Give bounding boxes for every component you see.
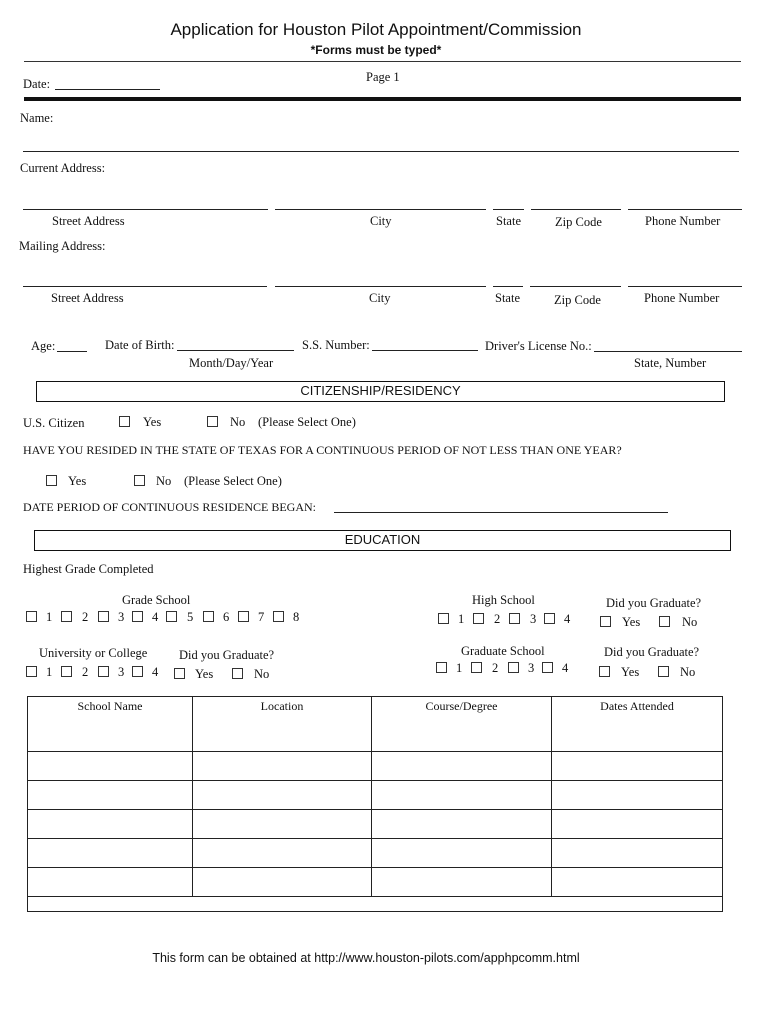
column-header-location: Location (193, 697, 372, 752)
grade-1-label: 1 (46, 610, 53, 624)
grade-1-checkbox[interactable] (26, 611, 37, 622)
mailing-zip-caption: Zip Code (554, 293, 601, 307)
us-citizen-yes-label: Yes (143, 415, 162, 429)
high-school-1-label: 1 (458, 612, 465, 626)
us-citizen-yes-checkbox[interactable] (119, 416, 130, 427)
mailing-state-caption: State (495, 291, 520, 305)
grade-3-checkbox[interactable] (98, 611, 109, 622)
age-field[interactable] (57, 351, 87, 352)
current-zip-field[interactable] (531, 209, 621, 210)
graduate-school-1-label: 1 (456, 661, 463, 675)
us-citizen-label: U.S. Citizen (23, 416, 85, 430)
us-citizen-hint: (Please Select One) (258, 415, 356, 429)
table-cell[interactable] (372, 810, 552, 839)
table-cell[interactable] (28, 781, 193, 810)
graduate-school-4-label: 4 (562, 661, 569, 675)
graduate-school-2-checkbox[interactable] (471, 662, 482, 673)
table-cell[interactable] (552, 868, 723, 897)
high-school-graduate-label: Did you Graduate? (606, 596, 702, 610)
graduate-school-graduate-no-checkbox[interactable] (658, 666, 669, 677)
table-cell[interactable] (552, 781, 723, 810)
grade-2-label: 2 (82, 610, 89, 624)
texas-no-label: No (156, 474, 172, 488)
table-cell[interactable] (28, 839, 193, 868)
mailing-zip-field[interactable] (530, 286, 621, 287)
high-school-2-label: 2 (494, 612, 501, 626)
current-phone-caption: Phone Number (645, 214, 721, 228)
university-4-label: 4 (152, 665, 159, 679)
graduate-school-label: Graduate School (461, 644, 545, 658)
mailing-phone-field[interactable] (628, 286, 742, 287)
education-heading: EDUCATION (34, 530, 731, 551)
university-label: University or College (39, 646, 148, 660)
current-state-field[interactable] (493, 209, 524, 210)
grade-6-checkbox[interactable] (203, 611, 214, 622)
high-school-graduate-yes-checkbox[interactable] (600, 616, 611, 627)
header-rule-thin (24, 61, 741, 62)
mailing-address-label: Mailing Address: (19, 239, 106, 253)
us-citizen-no-label: No (230, 415, 246, 429)
current-street-field[interactable] (23, 209, 268, 210)
form-title: Application for Houston Pilot Appointment/Commission (170, 20, 582, 39)
graduate-school-graduate-yes-checkbox[interactable] (599, 666, 610, 677)
mailing-city-field[interactable] (275, 286, 486, 287)
grade-2-checkbox[interactable] (61, 611, 72, 622)
high-school-3-label: 3 (530, 612, 537, 626)
footer-note: This form can be obtained at http://www.houston-pilots.com/apphpcomm.html (152, 951, 580, 965)
table-cell[interactable] (552, 810, 723, 839)
column-header-dates-attended: Dates Attended (552, 697, 723, 752)
residence-date-field[interactable] (334, 512, 668, 513)
university-1-checkbox[interactable] (26, 666, 37, 677)
high-school-graduate-yes-label: Yes (622, 615, 641, 629)
current-zip-caption: Zip Code (555, 215, 602, 229)
high-school-3-checkbox[interactable] (509, 613, 520, 624)
current-city-caption: City (370, 214, 392, 228)
university-graduate-yes-checkbox[interactable] (174, 668, 185, 679)
high-school-graduate-no-label: No (682, 615, 698, 629)
high-school-2-checkbox[interactable] (473, 613, 484, 624)
date-label: Date: (23, 77, 51, 91)
high-school-4-checkbox[interactable] (544, 613, 555, 624)
dl-field[interactable] (594, 351, 742, 352)
mailing-state-field[interactable] (493, 286, 523, 287)
name-field[interactable] (23, 151, 739, 152)
graduate-school-graduate-no-label: No (680, 665, 696, 679)
university-3-checkbox[interactable] (98, 666, 109, 677)
current-address-label: Current Address: (20, 161, 106, 175)
graduate-school-graduate-yes-label: Yes (621, 665, 640, 679)
current-street-caption: Street Address (52, 214, 125, 228)
education-table (27, 696, 723, 912)
table-cell[interactable] (372, 868, 552, 897)
age-label: Age: (31, 339, 56, 353)
graduate-school-4-checkbox[interactable] (542, 662, 553, 673)
table-row (28, 839, 723, 868)
grade-7-label: 7 (258, 610, 265, 624)
table-cell[interactable] (28, 752, 193, 781)
table-row (28, 752, 723, 781)
us-citizen-no-checkbox[interactable] (207, 416, 218, 427)
texas-residency-question: HAVE YOU RESIDED IN THE STATE OF TEXAS FOR A CONTINUOUS PERIOD OF NOT LESS THAN ONE YEAR? (23, 443, 622, 457)
table-cell[interactable] (372, 752, 552, 781)
grade-7-checkbox[interactable] (238, 611, 249, 622)
mailing-city-caption: City (369, 291, 391, 305)
table-cell (28, 897, 723, 912)
university-graduate-yes-label: Yes (195, 667, 214, 681)
table-cell[interactable] (28, 868, 193, 897)
texas-yes-label: Yes (68, 474, 87, 488)
table-cell[interactable] (193, 868, 372, 897)
university-graduate-no-checkbox[interactable] (232, 668, 243, 679)
dob-label: Date of Birth: (105, 338, 175, 352)
mailing-street-field[interactable] (23, 286, 267, 287)
high-school-4-label: 4 (564, 612, 571, 626)
dob-hint: Month/Day/Year (189, 356, 274, 370)
graduate-school-1-checkbox[interactable] (436, 662, 447, 673)
table-cell[interactable] (193, 752, 372, 781)
citizenship-heading: CITIZENSHIP/RESIDENCY (36, 381, 725, 402)
grade-4-label: 4 (152, 610, 159, 624)
ssn-field[interactable] (372, 350, 478, 351)
grade-4-checkbox[interactable] (132, 611, 143, 622)
grade-5-label: 5 (187, 610, 194, 624)
header-rule-thick (24, 97, 741, 101)
current-phone-field[interactable] (628, 209, 742, 210)
current-city-field[interactable] (275, 209, 486, 210)
column-header-course-degree: Course/Degree (372, 697, 552, 752)
university-2-checkbox[interactable] (61, 666, 72, 677)
graduate-school-2-label: 2 (492, 661, 499, 675)
university-3-label: 3 (118, 665, 125, 679)
mailing-street-caption: Street Address (51, 291, 124, 305)
university-graduate-no-label: No (254, 667, 270, 681)
mailing-phone-caption: Phone Number (644, 291, 720, 305)
table-cell[interactable] (552, 839, 723, 868)
texas-yes-checkbox[interactable] (46, 475, 57, 486)
university-4-checkbox[interactable] (132, 666, 143, 677)
high-school-label: High School (472, 593, 535, 607)
page-number: Page 1 (366, 70, 400, 84)
texas-hint: (Please Select One) (184, 474, 282, 488)
name-label: Name: (20, 111, 54, 125)
grade-8-checkbox[interactable] (273, 611, 284, 622)
table-header-row (28, 697, 723, 752)
grade-5-checkbox[interactable] (166, 611, 177, 622)
table-cell[interactable] (372, 781, 552, 810)
table-cell[interactable] (193, 810, 372, 839)
table-row (28, 897, 723, 912)
table-cell[interactable] (372, 839, 552, 868)
graduate-school-3-label: 3 (528, 661, 535, 675)
university-1-label: 1 (46, 665, 53, 679)
table-row (28, 868, 723, 897)
grade-6-label: 6 (223, 610, 230, 624)
date-field[interactable] (55, 89, 160, 90)
residence-date-label: DATE PERIOD OF CONTINUOUS RESIDENCE BEGAN: (23, 500, 317, 514)
dl-hint: State, Number (634, 356, 707, 370)
table-cell[interactable] (552, 752, 723, 781)
table-row (28, 781, 723, 810)
highest-grade-label: Highest Grade Completed (23, 562, 154, 576)
table-cell[interactable] (193, 781, 372, 810)
dob-field[interactable] (177, 350, 294, 351)
grade-3-label: 3 (118, 610, 125, 624)
column-header-school-name: School Name (28, 697, 193, 752)
current-state-caption: State (496, 214, 521, 228)
texas-no-checkbox[interactable] (134, 475, 145, 486)
table-cell[interactable] (193, 839, 372, 868)
university-2-label: 2 (82, 665, 89, 679)
form-subtitle: *Forms must be typed* (310, 43, 442, 57)
grade-school-label: Grade School (122, 593, 191, 607)
high-school-graduate-no-checkbox[interactable] (659, 616, 670, 627)
graduate-school-3-checkbox[interactable] (508, 662, 519, 673)
grade-8-label: 8 (293, 610, 300, 624)
dl-label: Driver's License No.: (485, 339, 592, 353)
university-graduate-label: Did you Graduate? (179, 648, 275, 662)
high-school-1-checkbox[interactable] (438, 613, 449, 624)
table-cell[interactable] (28, 810, 193, 839)
graduate-school-graduate-label: Did you Graduate? (604, 645, 700, 659)
ssn-label: S.S. Number: (302, 338, 370, 352)
table-row (28, 810, 723, 839)
